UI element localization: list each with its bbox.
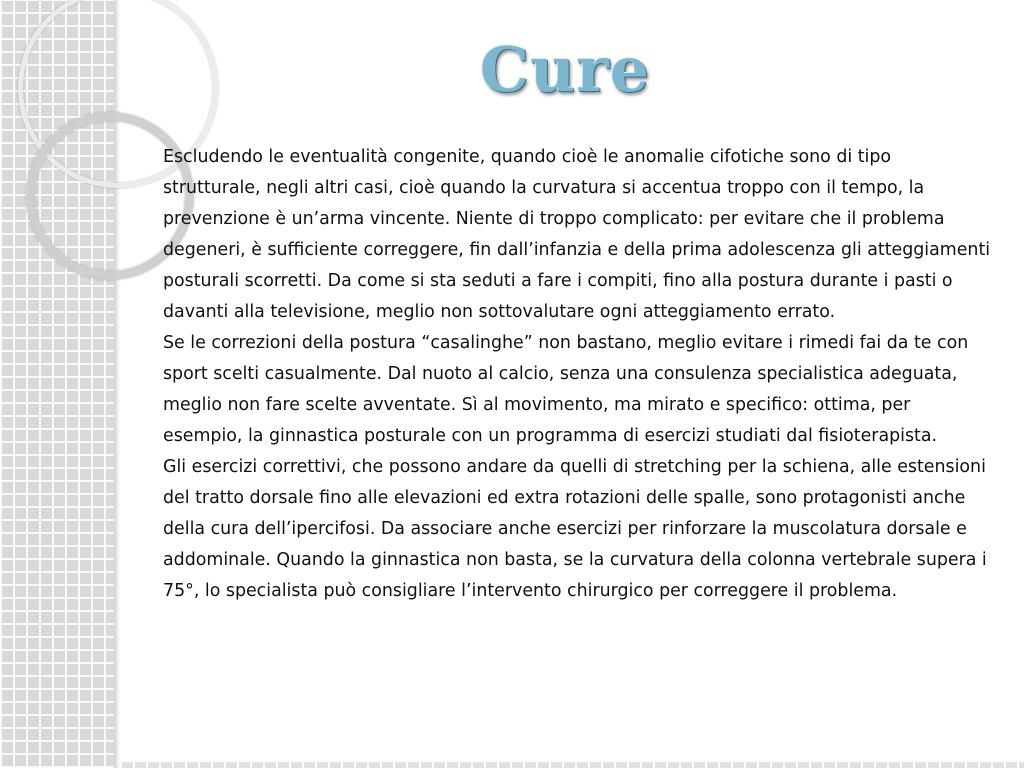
slide-title: Cure: [479, 33, 651, 106]
paragraph-corrective-exercises: Gli esercizi correttivi, che possono andare da quelli di stretching per la schiena, alle estensioni del tratto dorsale fino alle elevazioni ed extra rotazioni delle spalle, sono protagonisti anche della cura dell’ipercifosi. Da associare anche esercizi per rinforzare la muscolatura dorsale e addominale. Quando la ginnastica non basta, se la curvatura della colonna vertebrale supera i 75°, lo specialista può consigliare l’intervento chirurgico per correggere il problema.: [163, 457, 987, 601]
paragraph-prevention: Escludendo le eventualità congenite, quando cioè le anomalie cifotiche sono di tipo strutturale, negli altri casi, cioè quando la curvatura si accentua troppo con il tempo, la prevenzione è un’arma vincente. Niente di troppo complicato: per evitare che il problema degeneri, è sufficiente correggere, fin dall’infanzia e della prima adolescenza gli atteggiamenti posturali scorretti. Da come si sta seduti a fare i compiti, fino alla postura durante i pasti o davanti alla televisione, meglio non sottovalutare ogni atteggiamento errato.: [163, 147, 991, 322]
decorative-bottom-strip: [120, 762, 1024, 768]
paragraph-posture-correction: Se le correzioni della postura “casalinghe” non bastano, meglio evitare i rimedi fai da te con sport scelti casualmente. Dal nuoto al calcio, senza una consulenza specialistica adeguata, meglio non fare scelte avventate. Sì al movimento, ma mirato e specifico: ottima, per esempio, la ginnastica posturale con un programma di esercizi studiati dal fisioterapista.: [163, 333, 969, 446]
slide-body: [163, 142, 993, 607]
